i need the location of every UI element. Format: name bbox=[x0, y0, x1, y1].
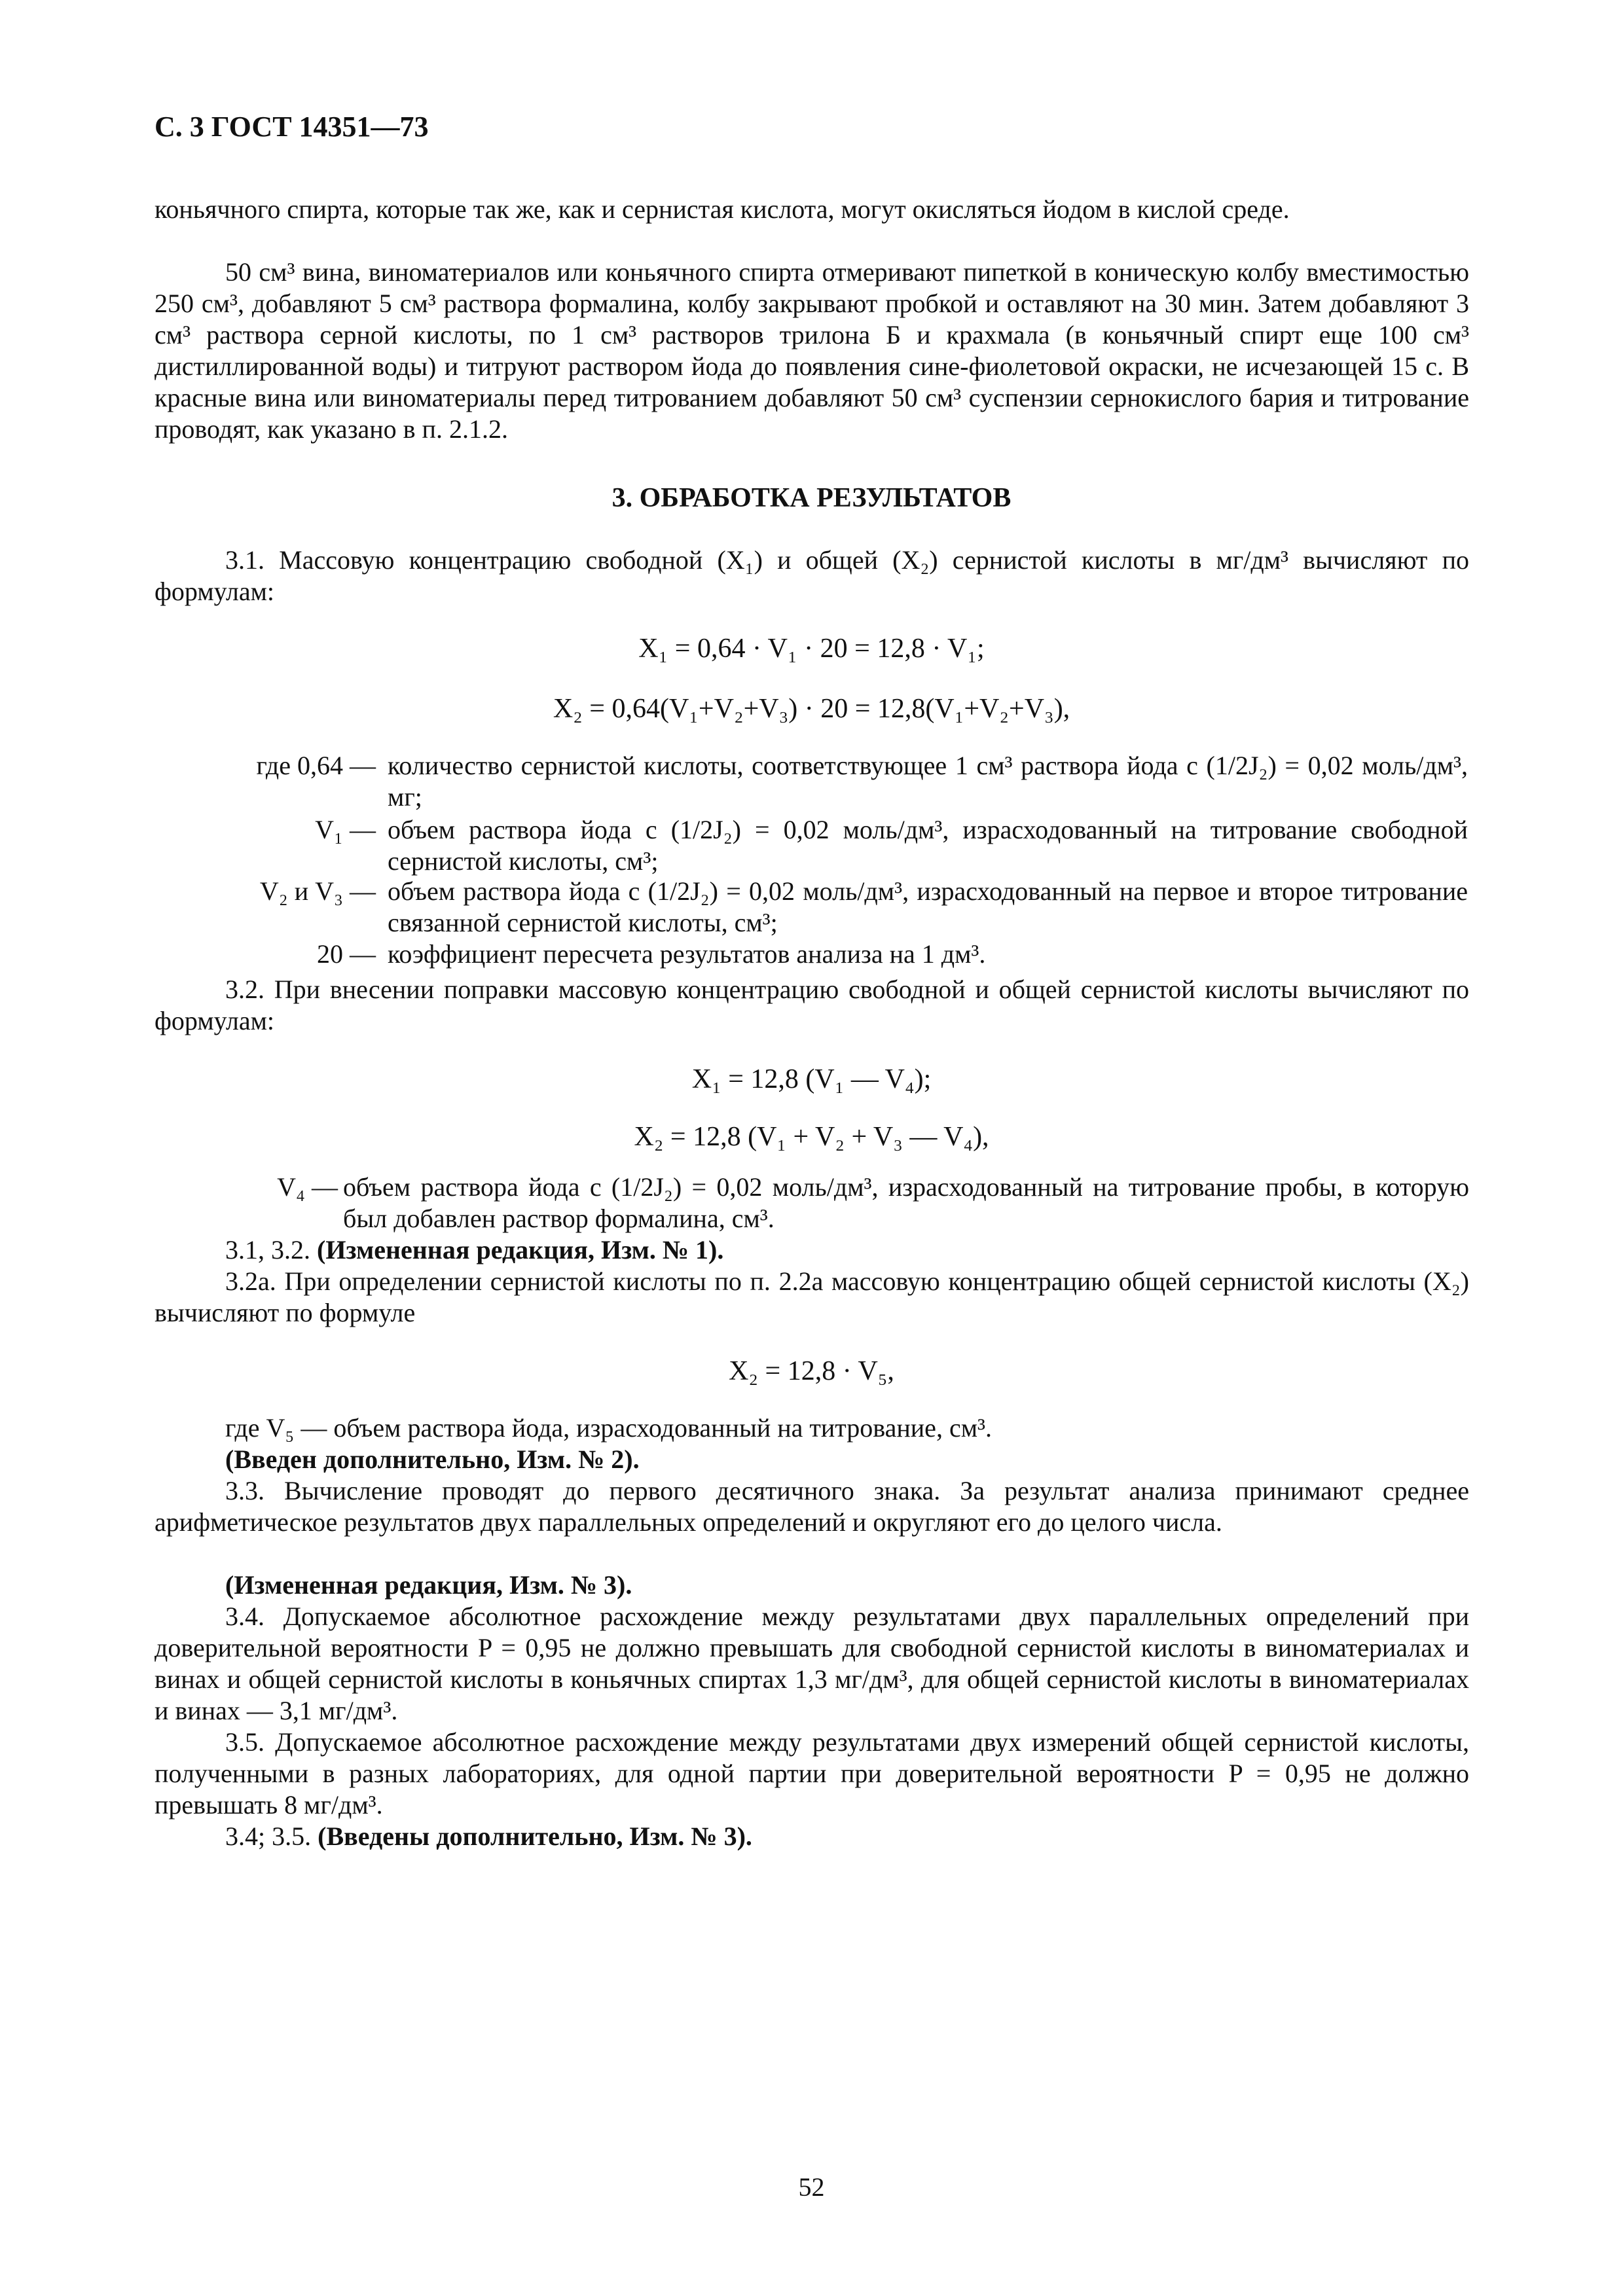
definition-body: объем раствора йода с (1/2J₂) = 0,02 моль/дм³, израсходованный на титрование свободной сернистой кислоты, см³; bbox=[388, 815, 1468, 876]
formula-x2-corrected: X₂ = 12,8 (V₁ + V₂ + V₃ — V₄), bbox=[634, 1122, 989, 1152]
clause-3-3 bbox=[155, 1475, 1469, 1538]
amendment-label: (Введен дополнительно, Изм. № 2). bbox=[225, 1444, 640, 1474]
amendment-note bbox=[155, 1234, 1469, 1266]
clause-text: 3.2. При внесении поправки массовую концентрацию свободной и общей сернистой кислоты вычисляют по формулам: bbox=[155, 975, 1469, 1035]
amendment-note bbox=[155, 1444, 1469, 1475]
paragraph-continuation bbox=[155, 194, 1469, 225]
clause-text: 3.3. Вычисление проводят до первого десятичного знака. За результат анализа принимают среднее арифметическое результатов двух параллельных определений и округляют его до целого числа. bbox=[155, 1476, 1469, 1537]
clause-text: 3.1. Массовую концентрацию свободной (X₁) и общей (X₂) сернистой кислоты в мг/дм³ вычисляют по формулам: bbox=[155, 545, 1469, 606]
definition-term: 20 — bbox=[317, 939, 376, 969]
clause-3-2a bbox=[155, 1266, 1469, 1329]
page-number: 52 bbox=[798, 2172, 825, 2202]
clause-3-4 bbox=[155, 1601, 1469, 1727]
clause-3-5 bbox=[155, 1727, 1469, 1821]
formula-x1: X₁ = 0,64 · V₁ · 20 = 12,8 · V₁; bbox=[638, 634, 985, 664]
amendment-note bbox=[155, 1821, 1469, 1852]
amendment-prefix: 3.4; 3.5. bbox=[225, 1821, 312, 1851]
formula-x2-total: X₂ = 12,8 · V₅, bbox=[729, 1356, 894, 1386]
paragraph-procedure bbox=[155, 257, 1469, 445]
formula-x1-corrected: X₁ = 12,8 (V₁ — V₄); bbox=[691, 1064, 932, 1094]
document-header: С. 3 ГОСТ 14351—73 bbox=[155, 111, 429, 143]
amendment-label: (Измененная редакция, Изм. № 1). bbox=[317, 1235, 724, 1265]
definition-body: коэффициент пересчета результатов анализа на 1 дм³. bbox=[388, 939, 986, 969]
paragraph-text: коньячного спирта, которые так же, как и сернистая кислота, могут окисляться йодом в кислой среде. bbox=[155, 194, 1290, 224]
definition-text: где V₅ — объем раствора йода, израсходованный на титрование, см³. bbox=[225, 1413, 992, 1443]
definition-body: объем раствора йода с (1/2J₂) = 0,02 моль/дм³, израсходованный на первое и второе титрование связанной сернистой кислоты, см³; bbox=[388, 876, 1468, 937]
amendment-label: (Измененная редакция, Изм. № 3). bbox=[225, 1570, 632, 1600]
clause-3-1 bbox=[155, 545, 1469, 607]
definition-term: V₄ — bbox=[277, 1172, 338, 1202]
amendment-note bbox=[155, 1570, 1469, 1601]
amendment-prefix: 3.1, 3.2. bbox=[225, 1235, 310, 1265]
clause-text: 3.4. Допускаемое абсолютное расхождение между результатами двух параллельных определений при доверительной вероятности P = 0,95 не должно превышать для свободной сернистой кислоты в виноматериалах и винах и общей сернистой кислоты в коньячных спиртах 1,3 мг/дм³, для общей сернистой кислоты в виноматериалах и винах — 3,1 мг/дм³. bbox=[155, 1602, 1469, 1725]
clause-3-2a-definition bbox=[155, 1412, 1469, 1444]
definition-body: количество сернистой кислоты, соответствующее 1 см³ раствора йода с (1/2J₂) = 0,02 моль/дм³, мг; bbox=[388, 751, 1468, 812]
formula-x2: X₂ = 0,64(V₁+V₂+V₃) · 20 = 12,8(V₁+V₂+V₃), bbox=[553, 694, 1070, 724]
clause-text: 3.5. Допускаемое абсолютное расхождение между результатами двух измерений общей сернистой кислоты, полученными в разных лабораториях, для одной партии при доверительной вероятности P = 0,95 не должно превышать 8 мг/дм³. bbox=[155, 1727, 1469, 1820]
definition-term: где 0,64 — bbox=[256, 751, 376, 780]
definition-term: V₁ — bbox=[315, 815, 376, 844]
definition-term: V₂ и V₃ — bbox=[259, 876, 376, 906]
section-heading: 3. ОБРАБОТКА РЕЗУЛЬТАТОВ bbox=[611, 483, 1012, 513]
paragraph-text: 50 см³ вина, виноматериалов или коньячного спирта отмеривают пипеткой в коническую колбу вместимостью 250 см³, добавляют 5 см³ раствора формалина, колбу закрывают пробкой и оставляют на 30 мин. Затем добавляют 3 см³ раствора серной кислоты, по 1 см³ растворов трилона Б и крахмала (в коньячный спирт еще 100 см³ дистиллированной воды) и титруют раствором йода до появления сине-фиолетовой окраски, не исчезающей 15 с. В красные вина или виноматериалы перед титрованием добавляют 50 см³ суспензии сернокислого бария и титрование проводят, как указано в п. 2.1.2. bbox=[155, 257, 1469, 444]
amendment-label: (Введены дополнительно, Изм. № 3). bbox=[318, 1821, 752, 1851]
clause-text: 3.2а. При определении сернистой кислоты по п. 2.2а массовую концентрацию общей сернистой кислоты (X₂) вычисляют по формуле bbox=[155, 1266, 1469, 1327]
clause-3-2 bbox=[155, 974, 1469, 1037]
definition-body: объем раствора йода с (1/2J₂) = 0,02 моль/дм³, израсходованный на титрование пробы, в которую был добавлен раствор формалина, см³. bbox=[343, 1172, 1469, 1233]
